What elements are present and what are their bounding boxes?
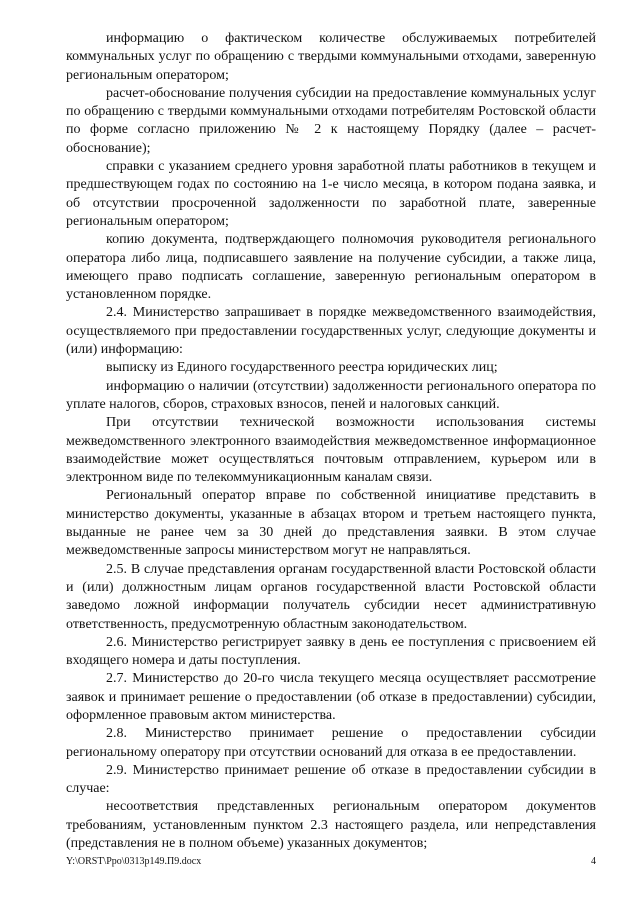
paragraph: выписку из Единого государственного реестра юридических лиц; [106, 360, 498, 376]
document-body [66, 30, 596, 853]
page-footer [66, 856, 596, 867]
paragraph: информацию о фактическом количестве обслуживаемых потребителей коммунальных услуг по обращению с твердыми коммунальными отходами, заверенную региональным оператором; [66, 31, 596, 83]
paragraph: копию документа, подтверждающего полномочия руководителя регионального оператора либо лица, подписавшего заявление на получение субсидии, а также лица, имеющего право подписать соглашение, заверенную региональным оператором в установленном порядке. [66, 232, 596, 303]
paragraph: 2.9. Министерство принимает решение об отказе в предоставлении субсидии в случае: [66, 762, 596, 797]
paragraph: справки с указанием среднего уровня заработной платы работников в текущем и предшествующем годах по состоянию на 1-е число месяца, в котором подана заявка, и об отсутствии просроченной задолженности по заработной плате, заверенные региональным оператором; [66, 159, 596, 229]
paragraph: 2.8. Министерство принимает решение о предоставлении субсидии региональному оператору при отсутствии оснований для отказа в ее предоставлении. [66, 726, 596, 760]
paragraph: Региональный оператор вправе по собственной инициативе представить в министерство документы, указанные в абзацах втором и третьем настоящего пункта, выданные не ранее чем за 30 дней до представления заявки. В этом случае межведомственные запросы министерством могут не направляться. [66, 488, 596, 559]
paragraph: 2.4. Министерство запрашивает в порядке межведомственного взаимодействия, осуществляемого при предоставлении государственных услуг, следующие документы и (или) информацию: [66, 305, 596, 358]
paragraph: 2.5. В случае представления органам государственной власти Ростовской области и (или) должностным лицам органов государственной власти Ростовской области заведомо ложной информации получатель субсидии несет административную ответственность, предусмотренную областным законодательством. [66, 561, 596, 632]
paragraph: информацию о наличии (отсутствии) задолженности регионального оператора по уплате налогов, сборов, страховых взносов, пеней и налоговых санкций. [66, 378, 596, 412]
paragraph: несоответствия представленных региональным оператором документов требованиям, установленным пунктом 2.3 настоящего раздела, или непредставления (представления не в полном объеме) указанных документов; [66, 799, 596, 852]
file-path: Y:\ORST\Ppo\0313p149.П9.docx [66, 856, 202, 867]
paragraph: При отсутствии технической возможности использования системы межведомственного электронного взаимодействия межведомственное информационное взаимодействие может осуществляться почтовым отправлением, курьером или в электронном виде по телекоммуникационным каналам связи. [66, 415, 596, 486]
paragraph: 2.7. Министерство до 20-го числа текущего месяца осуществляет рассмотрение заявок и принимает решение о предоставлении (об отказе в предоставлении) субсидии, оформленное правовым актом министерства. [66, 671, 596, 723]
paragraph: 2.6. Министерство регистрирует заявку в день ее поступления с присвоением ей входящего номера и даты поступления. [66, 634, 596, 669]
paragraph: расчет-обоснование получения субсидии на предоставление коммунальных услуг по обращению с твердыми коммунальными отходами потребителям Ростовской области по форме согласно приложению № 2 к настоящему Порядку (далее – расчет-обоснование); [66, 85, 596, 156]
page-number: 4 [591, 856, 596, 867]
